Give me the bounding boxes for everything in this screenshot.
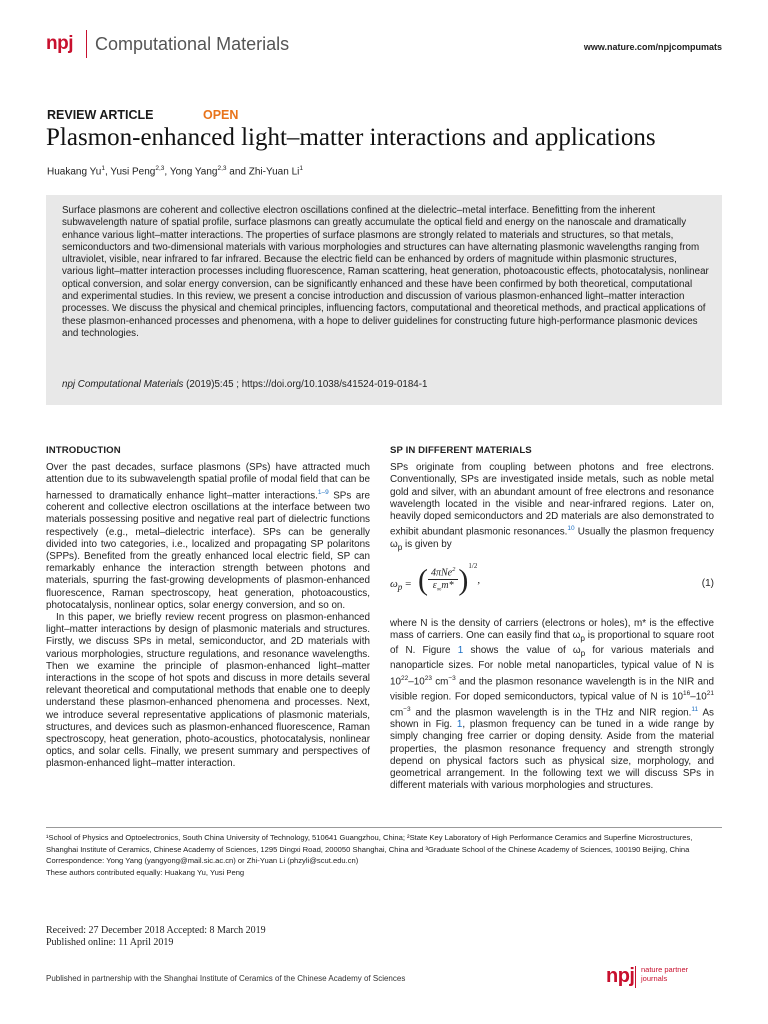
footnote-rule — [46, 827, 722, 828]
right-column — [390, 445, 714, 792]
author-affiliation: 2,3 — [217, 165, 227, 172]
author-name[interactable]: Yusi Peng — [110, 166, 156, 178]
numerator-text: 4πNe — [431, 567, 453, 579]
intro-paragraph-2: In this paper, we briefly review recent progress on plasmon-enhanced light–matter interactions by design of plasmonic materials and structures. Firstly, we discuss SPs in metal, semiconductor, and 2D materials with various morphologies, structure regulations, and resonance wavelengths. Then we examine the principle of plasmon-enhanced light–matter interactions in the scope of hot spots and discuss in more details several relevant theoretical and computational methods that enable one to deeply understand these plasmon-enhanced phenomena and processes. Next, we introduce several representative applications of plasmonic materials, structures, and devices such as plasmon-enhanced fluorescence, Raman spectroscopy, heat generation, photo-acoustics, photocatalysis, nonlinear optics, and solar cells. Finally, we present summary and perspectives of plasmon-enhanced light–matter interaction. — [46, 611, 370, 770]
nature-partner-journals — [641, 966, 688, 983]
superscript: 16 — [683, 690, 691, 698]
superscript: 2 — [452, 565, 456, 573]
fraction — [428, 564, 458, 597]
effective-mass: m* — [441, 580, 454, 592]
text: As shown in Fig. — [390, 706, 714, 731]
superscript: −3 — [403, 705, 411, 713]
superscript: 21 — [706, 690, 714, 698]
denominator — [428, 580, 458, 596]
text: is proportional to square root of N. Figure — [390, 630, 714, 657]
partner-statement: Published in partnership with the Shanghai Institute of Ceramics of the Chinese Academy of Sciences — [46, 974, 406, 983]
affiliations: ¹School of Physics and Optoelectronics, South China University of Technology, 510641 Guangzhou, China; ²State Key Laboratory of High Performance Ceramics and Superfine Microstructures, Shanghai Institute of Ceramics, Chinese Academy of Sciences, 1295 Dingxi Road, 200050 Shanghai, China and ³Graduate School of the Chinese Academy of Sciences, 100190 Beijing, China — [46, 833, 693, 854]
article-type: REVIEW ARTICLE — [47, 108, 154, 122]
intro-p1-text-b: SPs are coherent and collective electron oscillations at the interface between two materials possessing positive and negative real part of dielectric functions respectively (e.g., metal–dielectric interface). SPs can be generally divided into two categories, i.e., localized and propagating SP polaritons (SPPs). Benefited from the greatly enhanced local electric field, SP can remarkably enhance the interaction strength between photons and materials, spurring the fast-growing developments of plasmon-enhanced fluorescence, Raman spectroscopy, heat generation, photoacoustics, photocatalysis, nonlinear optics, solar energy conversion, and so on. — [46, 489, 371, 611]
equal-contribution: These authors contributed equally: Huakang Yu, Yusi Peng — [46, 867, 245, 877]
equation-lhs — [390, 578, 411, 593]
citation-line — [62, 379, 427, 390]
header-divider — [86, 30, 87, 58]
text: shows the value of ω — [463, 645, 581, 657]
figure-link[interactable]: 1 — [456, 719, 463, 731]
text: –10 — [690, 691, 707, 703]
equation-number: (1) — [701, 577, 714, 589]
text: cm — [390, 706, 404, 718]
left-column — [46, 445, 370, 771]
subscript: p — [397, 542, 403, 552]
text: cm — [431, 675, 449, 687]
equation-comma: , — [477, 573, 481, 586]
journal-name: Computational Materials — [95, 34, 290, 54]
section-heading-sp-materials: SP IN DIFFERENT MATERIALS — [390, 445, 532, 456]
sp-p1-text-c: is given by — [402, 538, 452, 550]
subscript: p — [397, 582, 403, 593]
abstract-text: Surface plasmons are coherent and collective electron oscillations confined at the dielectric–metal interface. Benefitting from the inherent subwavelength nature of spatial profile, surface plasmons can greatly accumulate the optical field and energy on the nanoscale and dramatically enhance various light–matter interactions. The properties of surface plasmons are strongly related to materials and structures, so that metals, semiconductors and two-dimensional materials with various morphologies and structures can have alternating plasmonic wavelengths ranging from ultraviolet, visible, near infrared to far infrared. Because the electric field can be enhanced by orders of magnitude within plasmonic structures, various light–matter interaction processes including fluorescence, Raman scattering, heat generation, photoacoustic effects, photocatalysis, nonlinear optical conversion, and solar energy conversion, can be significantly enhanced and these have been confirmed by both theoretical, computational and experimental studies. In this review, we present a concise introduction and discussion of various plasmon-enhanced light–matter interaction processes. We discuss the physical and chemical principles, influencing factors, computational and theoretical methods, and practical applications of these plasmon-enhanced processes and phenomena, with a hope to deliver guidelines for constructing future high-performance plasmonic devices and technologies. — [62, 205, 709, 339]
epsilon-symbol: ε — [432, 580, 437, 592]
citation-journal: npj Computational Materials — [62, 379, 184, 390]
footnotes — [46, 832, 722, 878]
figure-link[interactable]: 1 — [457, 645, 464, 657]
superscript: 22 — [400, 674, 409, 682]
text: for various materials and nanoparticle sizes. For noble metal nanoparticles, typical value of N is 10 — [390, 645, 714, 687]
omega-symbol: ω — [390, 577, 398, 590]
exponent: 1/2 — [468, 561, 478, 570]
subscript: ∞ — [436, 586, 442, 594]
sp-p1-text-b: Usually the plasmon frequency ω — [390, 526, 714, 550]
text: where N is the density of carriers (electrons or holes), m* is the effective mass of carriers. One can easily find that ω — [390, 617, 714, 642]
sp-paragraph-2 — [390, 618, 714, 792]
citation-details[interactable]: (2019)5:45 ; https://doi.org/10.1038/s41524-019-0184-1 — [183, 379, 428, 390]
partner-line-2: journals — [641, 973, 668, 983]
right-paren: ) — [458, 563, 469, 597]
sp-p1-text-a: SPs originate from coupling between photons and free electrons. Conventionally, SPs are investigated inside metals, such as noble metal gold and silver, with an abundant amount of free electrons and resonance wavelength located in the visible and near-infrared regions. Later on, heavily doped semiconductors and 2D materials are also demonstrated to exhibit abundant plasmonic resonances. — [390, 462, 714, 538]
author-name[interactable]: Huakang Yu — [47, 166, 102, 178]
subscript: p — [580, 634, 585, 644]
equals-sign: = — [402, 577, 412, 590]
footer-logo-divider — [635, 966, 636, 988]
article-dates — [46, 925, 266, 949]
open-access-badge: OPEN — [203, 108, 239, 122]
text: –10 — [408, 675, 425, 687]
author-name[interactable]: Yong Yang — [169, 166, 218, 178]
intro-paragraph-1 — [46, 462, 370, 612]
journal-logo: npj — [46, 33, 73, 54]
author-affiliation: 1 — [299, 165, 303, 172]
footer-npj-logo: npj — [606, 965, 635, 987]
correspondence[interactable]: Correspondence: Yong Yang (yangyong@mail.sic.ac.cn) or Zhi-Yuan Li (phzyli@scut.edu.cn) — [46, 856, 359, 865]
journal-url[interactable]: www.nature.com/npjcompumats — [583, 42, 722, 52]
equation-1 — [390, 562, 714, 608]
equation-rhs — [418, 561, 481, 597]
article-title: Plasmon-enhanced light–matter interactions and applications — [46, 124, 656, 151]
text: and the plasmon wavelength is in the THz and NIR region. — [410, 706, 692, 718]
author-name[interactable]: Zhi-Yuan Li — [248, 166, 300, 178]
text: , plasmon frequency can be tuned in a wide range by simply changing free carrier or doping density. Aside from the material properties, the plasmon resonance frequency and strength strongly depend on physical factors such as physical size, morphology, and geometrical arrangement. In the following text we will discuss SPs in different materials with various morphologies and structures. — [390, 719, 714, 792]
text: and the plasmon resonance wavelength is in the NIR and visible region. For doped semiconductors, typical value of N is 10 — [390, 675, 714, 703]
numerator — [428, 564, 458, 581]
author-list: Huakang Yu$^1$, Yusi Peng$^{2,3}$, Yong Yang$^{2,3}$ and Zhi-Yuan Li$^1$ — [47, 165, 303, 178]
partner-line-1: nature partner — [641, 965, 689, 974]
sp-paragraph-1 — [390, 462, 714, 554]
superscript: 23 — [424, 674, 432, 682]
author-affiliation: 1 — [101, 165, 105, 172]
published-online: Published online: 11 April 2019 — [46, 937, 174, 948]
section-heading-introduction: INTRODUCTION — [46, 445, 121, 456]
intro-p1-text-a: Over the past decades, surface plasmons (SPs) have attracted much attention due to its subwavelength spatial profile of modal field that can be harnessed to dramatically enhance light–matter interactions. — [46, 462, 370, 501]
author-affiliation: 2,3 — [155, 165, 165, 172]
received-accepted: Received: 27 December 2018 Accepted: 8 March 2019 — [46, 925, 266, 936]
superscript: −3 — [448, 674, 456, 682]
reference-link[interactable]: 10 — [567, 525, 575, 533]
subscript: p — [580, 649, 586, 659]
left-paren: ( — [418, 563, 428, 597]
reference-link[interactable]: 11 — [691, 705, 699, 713]
reference-link[interactable]: 1–9 — [317, 488, 329, 496]
